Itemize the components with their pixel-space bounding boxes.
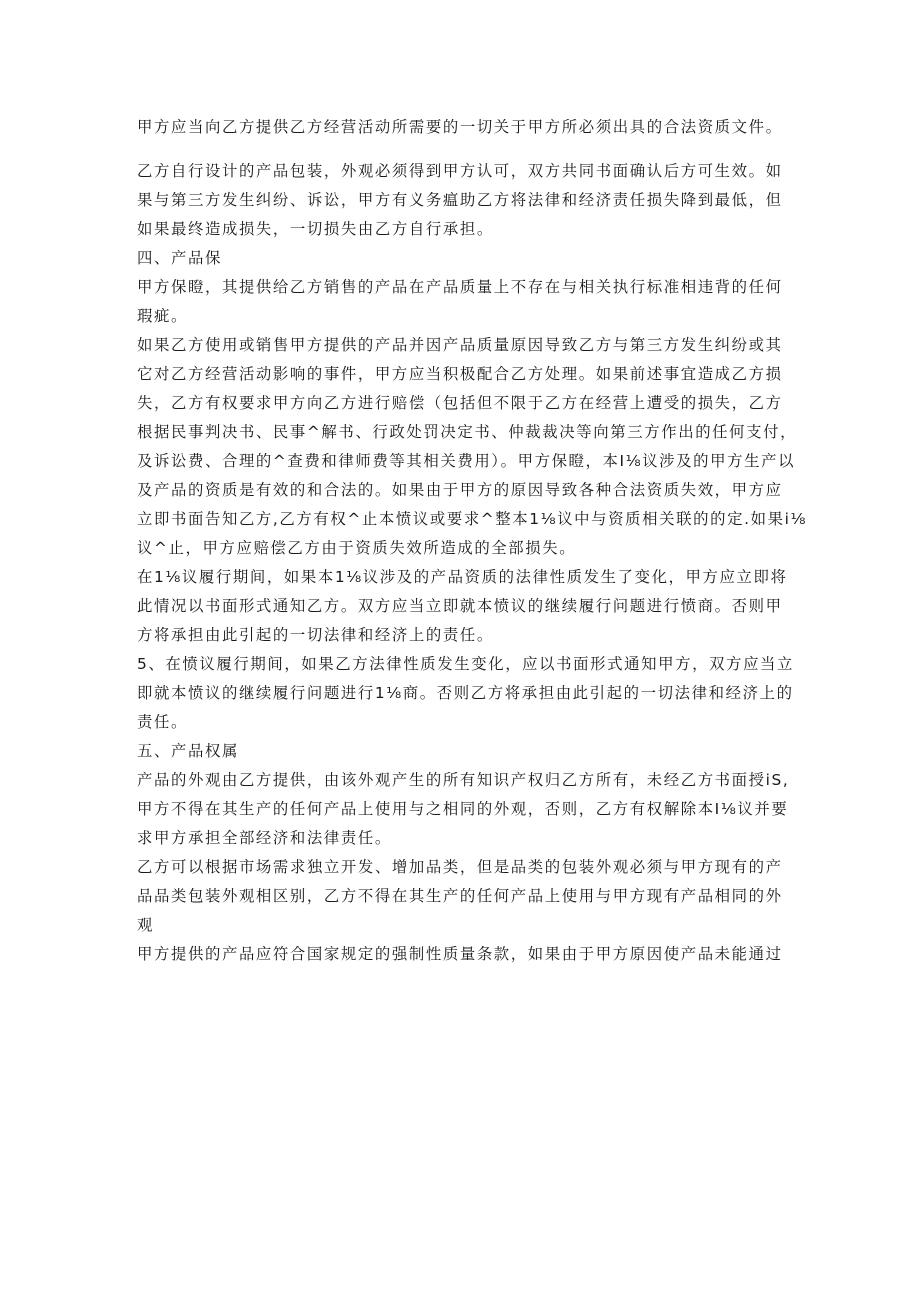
text-line: 及产品的资质是有效的和合法的。如果由于甲方的原因导致各种合法资质失效，甲方应: [137, 481, 783, 499]
text-line: 此情况以书面形式通知乙方。双方应当立即就本愤议的继续履行问题进行愤商。否则甲: [137, 597, 783, 615]
text-line: 它对乙方经营活动影响的事件，甲方应当积极配合乙方处理。如果前述事宜造成乙方损: [137, 365, 783, 383]
text-line: 如果最终造成损失，一切损失由乙方自行承担。: [137, 220, 494, 238]
text-line: 5、在愤议履行期间，如果乙方法律性质发生变化，应以书面形式通知甲方，双方应当立: [137, 655, 795, 673]
text-line: 甲方不得在其生产的任何产品上使用与之相同的外观，否则，乙方有权解除本I⅛议并要: [137, 800, 789, 818]
paragraph-gap: [137, 142, 797, 157]
text-line: 即就本愤议的继续履行问题进行1⅛商。否则乙方将承担由此引起的一切法律和经济上的: [137, 684, 794, 702]
text-line: 立即书面告知乙方,乙方有权^止本愤议或要求^整本1⅛议中与资质相关联的的定.如果i⅛: [137, 510, 807, 528]
text-line: 瑕疵。: [137, 307, 188, 325]
text-line: 及诉讼费、合理的^查费和律师费等其相关费用）。甲方保瞪，本I⅛议涉及的甲方生产以: [137, 452, 796, 470]
text-line: 观: [137, 916, 154, 934]
text-line: 求甲方承担全部经济和法律责任。: [137, 829, 392, 847]
text-line: 乙方可以根据市场需求独立开发、增加品类，但是品类的包装外观必须与甲方现有的产: [137, 858, 783, 876]
text-line: 议^止，甲方应赔偿乙方由于资质失效所造成的全部损失。: [137, 539, 577, 557]
text-line: 根据民事判决书、民事^解书、行政处罚决定书、仲裁裁决等向第三方作出的任何支付，: [137, 423, 798, 441]
text-line: 失，乙方有权要求甲方向乙方进行赔偿（包括但不限于乙方在经营上遭受的损失，乙方: [137, 394, 783, 412]
text-line: 乙方自行设计的产品包装，外观必须得到甲方认可，双方共同书面确认后方可生效。如: [137, 162, 783, 180]
text-line: 产品的外观由乙方提供，由该外观产生的所有知识产权归乙方所有，未经乙方书面授iS,: [137, 771, 790, 789]
document-body: [137, 113, 807, 969]
text-line: 甲方提供的产品应符合国家规定的强制性质量条款，如果由于甲方原因使产品未能通过: [137, 945, 783, 963]
text-line: 在1⅛议履行期间，如果本1⅛议涉及的产品资质的法律性质发生了变化，甲方应立即将: [137, 568, 788, 586]
text-line: 如果乙方使用或销售甲方提供的产品并因产品质量原因导致乙方与第三方发生纠纷或其: [137, 336, 783, 354]
text-line: 果与第三方发生纠纷、诉讼，甲方有义务瘟助乙方将法律和经济责任损失降到最低，但: [137, 191, 783, 209]
section-heading: 四、产品保: [137, 249, 222, 267]
text-line: 甲方应当向乙方提供乙方经营活动所需要的一切关于甲方所必须出具的合法资质文件。: [137, 118, 783, 136]
text-line: 甲方保瞪，其提供给乙方销售的产品在产品质量上不存在与相关执行标准相违背的任何: [137, 278, 783, 296]
text-line: 责任。: [137, 713, 188, 731]
text-line: 品品类包装外观相区别，乙方不得在其生产的任何产品上使用与甲方现有产品相同的外: [137, 887, 783, 905]
text-line: 方将承担由此引起的一切法律和经济上的责任。: [137, 626, 494, 644]
section-heading: 五、产品权属: [137, 742, 239, 760]
